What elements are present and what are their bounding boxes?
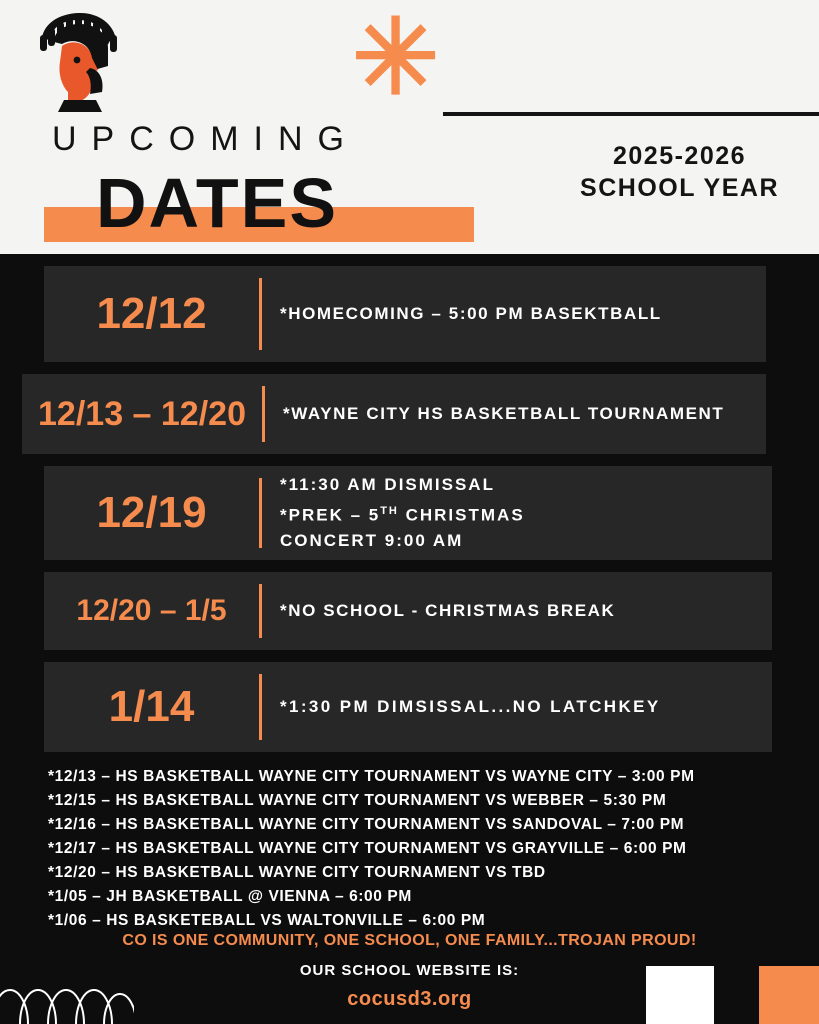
school-year-range: 2025-2026: [612, 142, 747, 170]
note-item: *12/13 – HS BASKETBALL WAYNE CITY TOURNAMENT VS WAYNE CITY – 3:00 PM: [48, 768, 695, 785]
event-date: 12/19: [96, 488, 207, 537]
event-desc-part: CHRISTMAS: [398, 505, 525, 525]
event-date: 1/14: [108, 682, 195, 731]
event-date: 12/20 – 1/5: [76, 594, 227, 627]
event-row: [22, 374, 766, 454]
ordinal-suffix: TH: [380, 504, 399, 517]
trojan-head-logo-icon: [28, 8, 136, 116]
page-title: DATES: [96, 164, 339, 242]
event-desc-part: *PREK – 5: [280, 505, 381, 525]
asterisk-icon: ✳: [352, 0, 440, 116]
event-description: *1:30 PM DIMSISSAL...NO LATCHKEY: [280, 697, 661, 716]
event-description: *HOMECOMING – 5:00 PM BASEKTBALL: [280, 304, 662, 323]
note-item: *12/20 – HS BASKETBALL WAYNE CITY TOURNAMENT VS TBD: [48, 864, 546, 881]
orange-square-decoration: [759, 966, 819, 1024]
note-item: *1/06 – HS BASKETEBALL VS WALTONVILLE – 6:00 PM: [48, 912, 486, 929]
event-row: [44, 662, 772, 752]
event-row: [44, 572, 772, 650]
event-description: [262, 472, 525, 555]
note-item: *12/17 – HS BASKETBALL WAYNE CITY TOURNAMENT VS GRAYVILLE – 6:00 PM: [48, 840, 687, 857]
website-url[interactable]: cocusd3.org: [347, 988, 472, 1010]
note-item: *12/16 – HS BASKETBALL WAYNE CITY TOURNAMENT VS SANDOVAL – 7:00 PM: [48, 816, 685, 833]
event-description-line: *11:30 AM DISMISSAL: [280, 474, 495, 494]
website-label: OUR SCHOOL WEBSITE IS:: [299, 962, 520, 979]
event-row: [44, 466, 772, 560]
event-row: [44, 266, 766, 362]
event-date: 12/13 – 12/20: [38, 394, 246, 433]
upcoming-label: UPCOMING: [52, 120, 359, 158]
swirl-decoration-icon: [0, 962, 134, 1024]
events-list: [0, 266, 819, 764]
event-description-line: [280, 498, 525, 529]
event-description: *WAYNE CITY HS BASKETBALL TOURNAMENT: [283, 404, 725, 423]
event-description-line: CONCERT 9:00 AM: [280, 531, 464, 551]
tagline: CO IS ONE COMMUNITY, ONE SCHOOL, ONE FAMILY...TROJAN PROUD!: [122, 932, 697, 949]
note-item: *1/05 – JH BASKETBALL @ VIENNA – 6:00 PM: [48, 888, 412, 905]
school-year-block: [580, 140, 779, 204]
header-rule: [443, 112, 819, 116]
white-square-decoration: [646, 966, 714, 1024]
notes-list: [48, 765, 808, 933]
school-year-text: SCHOOL YEAR: [580, 174, 779, 202]
header: [0, 0, 819, 254]
event-description: *NO SCHOOL - CHRISTMAS BREAK: [280, 601, 616, 620]
note-item: *12/15 – HS BASKETBALL WAYNE CITY TOURNAMENT VS WEBBER – 5:30 PM: [48, 792, 667, 809]
event-date: 12/12: [96, 289, 207, 338]
